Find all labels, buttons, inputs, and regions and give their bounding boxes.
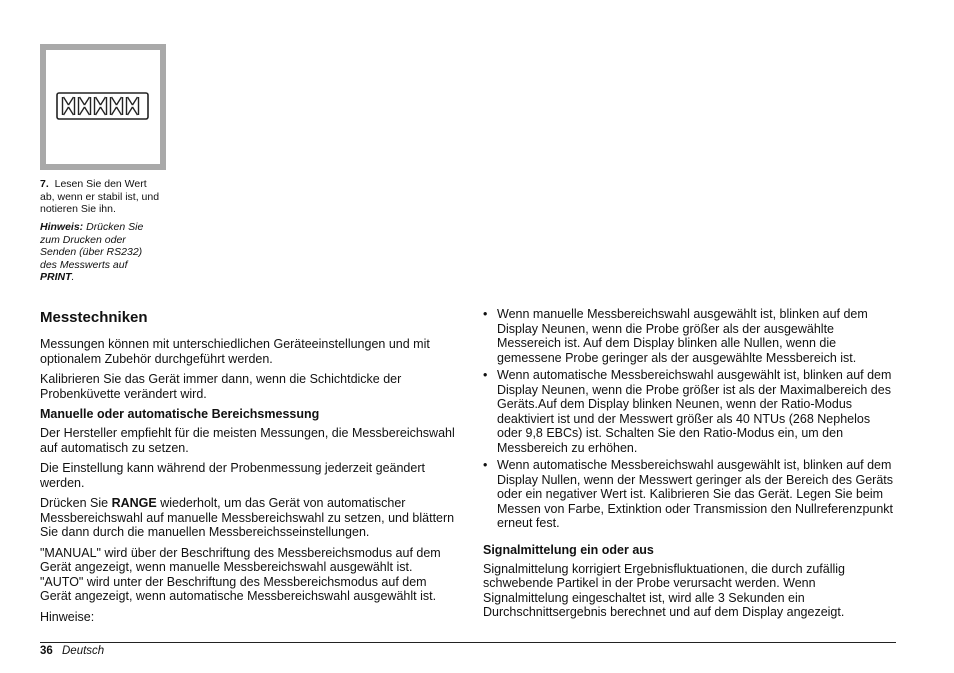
paragraph: Hinweise: xyxy=(40,609,95,624)
paragraph: Messungen können mit unterschiedlichen Geräteeinstellungen und mit optionalem Zubehör durchgeführt werden. xyxy=(40,337,430,366)
footer-language: Deutsch xyxy=(62,645,105,657)
step-text: Lesen Sie den Wert ab, wenn er stabil ist, und notieren Sie ihn. xyxy=(40,178,160,215)
list-item: • Wenn manuelle Messbereichswahl ausgewählt ist, blinken auf dem Display Neunen, wenn die Probe größer als der ausgewählte Messereich ist. Auf dem Display blinken alle Nullen, wenn die gemessene Probe geringer als der ausgewählte Messbereich ist. xyxy=(483,307,897,365)
lcd-digit xyxy=(127,97,139,115)
subsection-heading: Signalmittelung ein oder aus xyxy=(483,542,654,557)
left-column xyxy=(40,309,458,630)
lcd-digit xyxy=(79,97,91,115)
footer-divider xyxy=(40,642,896,643)
paragraph: Kalibrieren Sie das Gerät immer dann, wenn die Schichtdicke der Probenküvette verändert wird. xyxy=(40,372,402,401)
right-column xyxy=(483,307,897,626)
display-illustration xyxy=(40,44,166,170)
text-fragment: Drücken Sie xyxy=(40,496,112,510)
hint-caption xyxy=(40,221,156,284)
lcd-digit xyxy=(63,97,75,115)
list-item: • Wenn automatische Messbereichswahl ausgewählt ist, blinken auf dem Display Neunen, wenn die Probe größer ist als der Maximalbereich des Geräts.Auf dem Display blinken Neunen, wenn der Ratio-Modus deaktiviert ist und der Messwert größer als 40 NTUs (268 Nephelos oder 9,8 EBCs) ist. Schalten Sie den Ratio-Modus ein, um den Messbereich zu erhöhen. xyxy=(483,368,897,455)
text-fragment: wiederholt, um das Gerät von automatischer Messbereichswahl auf manuelle Messbereichswahl zu setzen, und blättern Sie dann durch die manuellen Messbereichsseinstellungen. xyxy=(40,496,455,539)
range-key: RANGE xyxy=(111,496,157,510)
paragraph: Signalmittelung korrigiert Ergebnisfluktuationen, die durch zufällig schwebende Partikel in der Probe verursacht werden. Wenn Signalmittelung eingeschaltet ist, wird alle 3 Sekunden ein Durchschnittsergebnis berechnet und auf dem Display angezeigt. xyxy=(483,561,846,619)
hint-label: Hinweis: xyxy=(40,221,84,233)
subsection-heading: Manuelle oder automatische Bereichsmessung xyxy=(40,407,320,421)
paragraph: Die Einstellung kann während der Probenmessung jederzeit geändert werden. xyxy=(40,461,425,490)
paragraph: Der Hersteller empfiehlt für die meisten Messungen, die Messbereichswahl auf automatisch zu setzen. xyxy=(40,426,455,455)
display-screen xyxy=(46,50,160,164)
lcd-digit xyxy=(95,97,107,115)
section-heading: Messtechniken xyxy=(40,309,148,326)
paragraph xyxy=(40,496,458,540)
hint-text: Drücken Sie zum Drucken oder Senden (über RS232) des Messwerts auf xyxy=(40,221,144,271)
hint-end: . xyxy=(71,271,75,283)
notes-list xyxy=(483,307,897,531)
lcd-readout-icon xyxy=(56,92,149,120)
paragraph: "MANUAL" wird über der Beschriftung des Messbereichsmodus auf dem Gerät angezeigt, wenn manuelle Messbereichswahl ausgewählt ist. xyxy=(40,545,441,574)
lcd-digit xyxy=(111,97,123,115)
page-number: 36 xyxy=(40,645,53,657)
list-item: • Wenn automatische Messbereichswahl ausgewählt ist, blinken auf dem Display Nullen, wenn der Messwert geringer als der Bereich des Geräts oder ein negativer Wert ist. Kalibrieren Sie das Gerät. Legen Sie beim Messen von Farbe, Extinktion oder Transmission den Nullreferenzpunkt erneut fest. xyxy=(483,458,897,531)
paragraph: "AUTO" wird unter der Beschriftung des Messbereichsmodus auf dem Gerät angezeigt, wenn automatische Messbereichswahl ausgewählt ist. xyxy=(40,574,437,603)
step-caption xyxy=(40,178,160,216)
step-number: 7. xyxy=(40,178,49,190)
hint-key: PRINT xyxy=(40,271,72,283)
page-footer xyxy=(40,644,104,658)
